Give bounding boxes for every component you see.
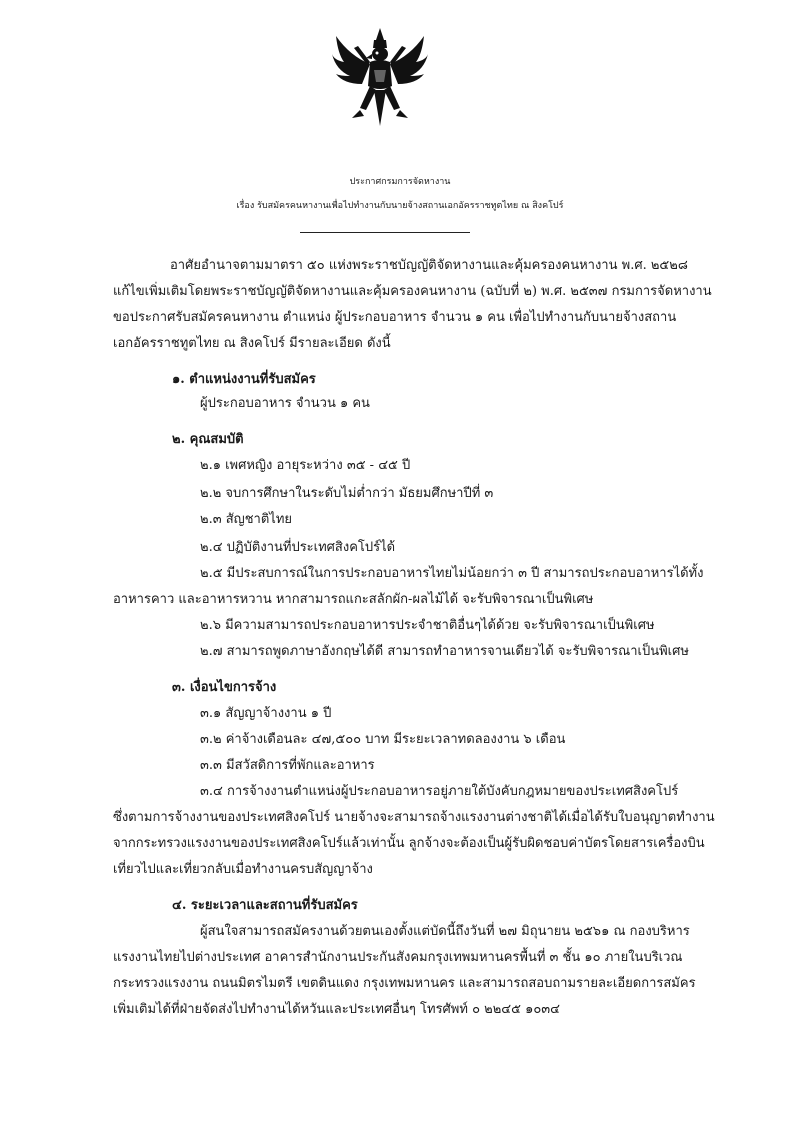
intro-line-3: ขอประกาศรับสมัครคนหางาน ตำแหน่ง ผู้ประกอบอาหาร จำนวน ๑ คน เพื่อไปทำงานกับนายจ้างสถาน bbox=[113, 310, 677, 325]
qualification-2-2: ๒.๒ จบการศึกษาในระดับไม่ต่ำกว่า มัธยมศึกษาปีที่ ๓ bbox=[200, 486, 494, 501]
qualification-2-3: ๒.๓ สัญชาติไทย bbox=[200, 512, 293, 527]
qualification-2-7: ๒.๗ สามารถพูดภาษาอังกฤษได้ดี สามารถทำอาหารจานเดียวได้ จะรับพิจารณาเป็นพิเศษ bbox=[200, 644, 689, 659]
announcement-subject: เรื่อง รับสมัครคนหางานเพื่อไปทำงานกับนายจ้างสถานเอกอัครราชทูตไทย ณ สิงคโปร์ bbox=[236, 201, 564, 211]
condition-3-1: ๓.๑ สัญญาจ้างงาน ๑ ปี bbox=[200, 706, 332, 721]
qualification-2-5-cont: อาหารคาว และอาหารหวาน หากสามารถแกะสลักผัก-ผลไม้ได้ จะรับพิจารณาเป็นพิเศษ bbox=[113, 592, 594, 607]
section-2-heading: ๒. คุณสมบัติ bbox=[172, 432, 244, 447]
section-4-heading: ๔. ระยะเวลาและสถานที่รับสมัคร bbox=[172, 898, 358, 913]
garuda-emblem-icon bbox=[330, 26, 430, 132]
qualification-2-5: ๒.๕ มีประสบการณ์ในการประกอบอาหารไทยไม่น้อยกว่า ๓ ปี สามารถประกอบอาหารได้ทั้ง bbox=[200, 566, 704, 581]
section-3-heading: ๓. เงื่อนไขการจ้าง bbox=[172, 680, 277, 695]
application-line-2: แรงงานไทยไปต่างประเทศ อาคารสำนักงานประกันสังคมกรุงเทพมหานครพื้นที่ ๓ ชั้น ๑๐ ภายในบริเวณ bbox=[113, 950, 683, 965]
application-line-4: เพิ่มเติมได้ที่ฝ่ายจัดส่งไปทำงานได้หวันและประเทศอื่นๆ โทรศัพท์ ๐ ๒๒๔๕ ๑๐๓๔ bbox=[113, 1002, 560, 1017]
qualification-2-1: ๒.๑ เพศหญิง อายุระหว่าง ๓๕ - ๔๕ ปี bbox=[200, 458, 411, 473]
announcement-title: ประกาศกรมการจัดหางาน bbox=[349, 177, 451, 187]
qualification-2-4: ๒.๔ ปฏิบัติงานที่ประเทศสิงคโปร์ได้ bbox=[200, 540, 396, 555]
condition-3-4-cont-2: จากกระทรวงแรงงานของประเทศสิงคโปร์แล้วเท่านั้น ลูกจ้างจะต้องเป็นผู้รับผิดชอบค่าบัตรโดยสารเครื่องบิน bbox=[113, 836, 705, 851]
condition-3-4-cont-1: ซึ่งตามการจ้างงานของประเทศสิงคโปร์ นายจ้างจะสามารถจ้างแรงงานต่างชาติได้เมื่อได้รับใบอนุญาตทำงาน bbox=[113, 810, 715, 825]
condition-3-2: ๓.๒ ค่าจ้างเดือนละ ๔๗,๕๐๐ บาท มีระยะเวลาทดลองงาน ๖ เดือน bbox=[200, 732, 566, 747]
condition-3-3: ๓.๓ มีสวัสดิการที่พักและอาหาร bbox=[200, 758, 375, 773]
intro-line-2: แก้ไขเพิ่มเติมโดยพระราชบัญญัติจัดหางานและคุ้มครองคนหางาน (ฉบับที่ ๒) พ.ศ. ๒๕๓๗ กรมการจัดหางาน bbox=[113, 284, 712, 299]
section-1-heading: ๑. ตำแหน่งงานที่รับสมัคร bbox=[172, 372, 316, 387]
intro-line-1: อาศัยอำนาจตามมาตรา ๕๐ แห่งพระราชบัญญัติจัดหางานและคุ้มครองคนหางาน พ.ศ. ๒๕๒๘ bbox=[170, 258, 688, 273]
application-line-3: กระทรวงแรงงาน ถนนมิตรไมตรี เขตดินแดง กรุงเทพมหานคร และสามารถสอบถามรายละเอียดการสมัคร bbox=[113, 976, 696, 991]
qualification-2-6: ๒.๖ มีความสามารถประกอบอาหารประจำชาติอื่นๆได้ด้วย จะรับพิจารณาเป็นพิเศษ bbox=[200, 618, 655, 633]
title-divider bbox=[300, 232, 470, 233]
intro-line-4: เอกอัครราชทูตไทย ณ สิงคโปร์ มีรายละเอียด ดังนี้ bbox=[113, 336, 391, 351]
section-1-item: ผู้ประกอบอาหาร จำนวน ๑ คน bbox=[200, 396, 370, 411]
condition-3-4-cont-3: เที่ยวไปและเที่ยวกลับเมื่อทำงานครบสัญญาจ้าง bbox=[113, 862, 373, 877]
condition-3-4: ๓.๔ การจ้างงานตำแหน่งผู้ประกอบอาหารอยู่ภายใต้บังคับกฎหมายของประเทศสิงคโปร์ bbox=[200, 784, 679, 799]
application-line-1: ผู้สนใจสามารถสมัครงานด้วยตนเองตั้งแต่บัดนี้ถึงวันที่ ๒๗ มิถุนายน ๒๕๖๑ ณ กองบริหาร bbox=[200, 924, 690, 939]
